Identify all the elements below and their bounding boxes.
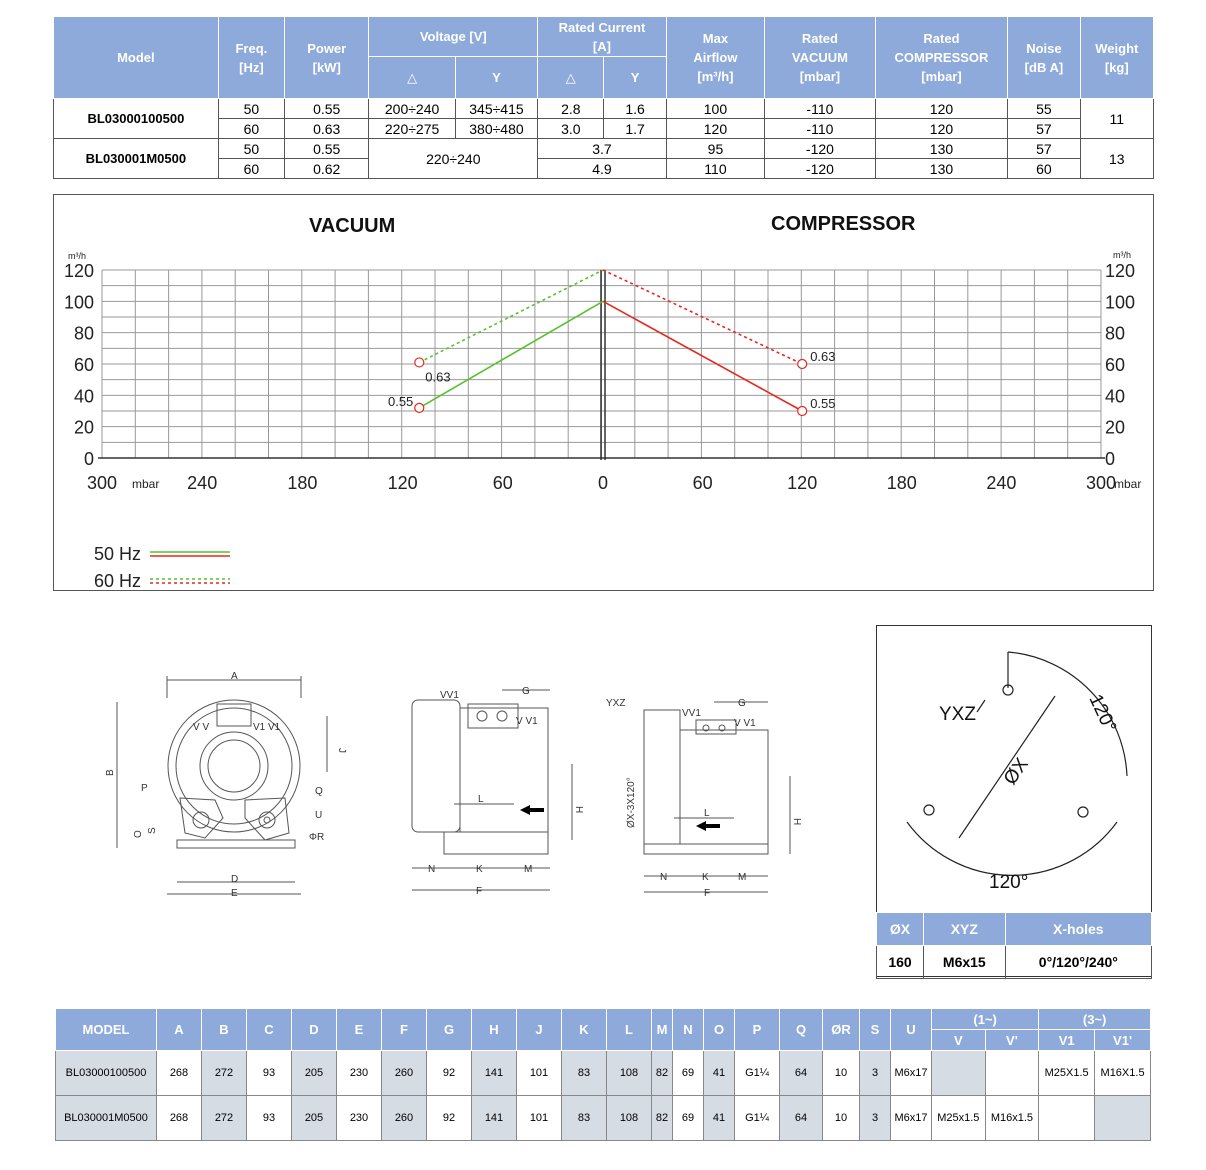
dim-label-l: L: [704, 808, 710, 819]
weight-cell: 11: [1080, 99, 1153, 139]
legend-label: 50 Hz: [94, 544, 142, 564]
dims-model-cell: BL03000100500: [56, 1051, 157, 1096]
series-power-label: 0.55: [387, 393, 414, 409]
series-endpoint-marker: [415, 403, 424, 412]
dims-thread-cell: M25x1.5: [932, 1096, 986, 1141]
dims-cell: 10: [823, 1051, 860, 1096]
dims-cell: 101: [517, 1096, 562, 1141]
voltage-star-cell: 380÷480: [455, 119, 537, 139]
dims-header: H: [472, 1009, 517, 1051]
dims-cell: 260: [382, 1051, 427, 1096]
dims-header: U: [891, 1009, 932, 1051]
dims-subheader: V: [932, 1030, 986, 1051]
model-name: BL03000100500: [54, 99, 219, 139]
y-tick-label-left: 40: [73, 386, 94, 407]
dims-cell: 101: [517, 1051, 562, 1096]
table-row: [54, 159, 1154, 179]
flange-angle-bottom: 120°: [989, 872, 1029, 893]
dims-cell: 3: [860, 1096, 891, 1141]
y-tick-label-right: 40: [1105, 386, 1126, 407]
header-model: Model: [54, 17, 219, 99]
dims-cell: 205: [292, 1096, 337, 1141]
dims-header: L: [607, 1009, 652, 1051]
dims-cell: 230: [337, 1096, 382, 1141]
flange-header-holes: X-holes: [1005, 913, 1151, 946]
flange-header-xyz: XYZ: [923, 913, 1005, 946]
dims-cell: 205: [292, 1051, 337, 1096]
y-tick-label-left: 20: [73, 417, 94, 438]
dims-cell: 83: [562, 1096, 607, 1141]
vacuum-cell: -110: [765, 119, 876, 139]
label-v1v1: V1 V1: [253, 722, 281, 733]
dims-header: MODEL: [56, 1009, 157, 1051]
dim-label-d: D: [231, 874, 239, 885]
header-weight: Weight [kg]: [1080, 17, 1153, 99]
dimensions-table: [55, 1008, 1151, 1141]
table-row: [54, 119, 1154, 139]
dims-header: C: [247, 1009, 292, 1051]
header-current: Rated Current [A]: [538, 17, 667, 57]
dims-header: M: [652, 1009, 673, 1051]
dims-header: S: [860, 1009, 891, 1051]
dim-label-e: E: [231, 888, 238, 899]
dim-label-l: L: [478, 794, 484, 805]
current-cell: 3.7: [538, 139, 667, 159]
y-axis-unit-right: m³/h: [1113, 250, 1131, 260]
x-tick-label-compressor: 180: [886, 473, 917, 493]
delta-symbol: △: [538, 57, 604, 99]
arc-bottom: [907, 822, 1117, 875]
header-compressor: Rated COMPRESSOR [mbar]: [875, 17, 1008, 99]
dims-group-header: (1~): [932, 1009, 1039, 1030]
dims-cell: 268: [157, 1051, 202, 1096]
dim-label-n: N: [428, 864, 436, 875]
dims-header: K: [562, 1009, 607, 1051]
power-cell: 0.55: [285, 139, 369, 159]
power-cell: 0.55: [285, 99, 369, 119]
dim-label-g: G: [522, 686, 530, 697]
freq-cell: 50: [218, 99, 284, 119]
dims-cell: 92: [427, 1096, 472, 1141]
dims-header: D: [292, 1009, 337, 1051]
label-vv1b: V V1: [516, 716, 538, 727]
y-tick-label-left: 60: [73, 355, 94, 375]
table-row: [54, 139, 1154, 159]
header-vacuum: Rated VACUUM [mbar]: [765, 17, 876, 99]
label-phix: ØX-3X120°: [626, 777, 637, 828]
freq-cell: 50: [218, 139, 284, 159]
dim-label-j: J: [336, 748, 347, 753]
dims-cell: 272: [202, 1051, 247, 1096]
y-tick-label-right: 100: [1105, 292, 1136, 313]
dims-cell: 93: [247, 1051, 292, 1096]
dim-label-k: K: [702, 872, 709, 883]
voltage-delta-cell: 200÷240: [369, 99, 455, 119]
compressor-cell: 120: [875, 99, 1008, 119]
dims-thread-cell: M16x1.5: [985, 1096, 1039, 1141]
y-tick-label-right: 120: [1105, 261, 1136, 281]
label-vv: V V: [193, 722, 210, 733]
series-power-label: 0.55: [810, 396, 836, 411]
dim-label-m: M: [524, 864, 533, 875]
dims-cell: 93: [247, 1096, 292, 1141]
current-cell: 4.9: [538, 159, 667, 179]
series-endpoint-marker: [798, 360, 807, 369]
star-symbol: Y: [604, 57, 666, 99]
series-power-label: 0.63: [425, 369, 451, 385]
compressor-cell: 130: [875, 159, 1008, 179]
vacuum-cell: -120: [765, 159, 876, 179]
flange-yxz-label: YXZ: [939, 704, 976, 725]
dims-cell: G1¼: [735, 1051, 780, 1096]
table-row: [56, 1096, 1151, 1141]
dims-cell: 41: [704, 1051, 735, 1096]
header-airflow: Max Airflow [m³/h]: [666, 17, 764, 99]
spec-table: [53, 16, 1154, 179]
dims-cell: M6x17: [891, 1096, 932, 1141]
flange-angle-top: 120°: [1084, 691, 1121, 736]
dims-thread-cell: [1039, 1096, 1095, 1141]
flange-phix-label: ØX: [999, 754, 1033, 789]
label-yxz: YXZ: [606, 698, 626, 709]
vacuum-cell: -120: [765, 139, 876, 159]
dims-cell: 10: [823, 1096, 860, 1141]
y-tick-label-left: 0: [83, 449, 94, 469]
header-voltage: Voltage [V]: [369, 17, 538, 57]
label-s: S: [147, 827, 158, 834]
dims-subheader: V1: [1039, 1030, 1095, 1051]
dims-cell: 260: [382, 1096, 427, 1141]
dims-header: G: [427, 1009, 472, 1051]
dims-cell: 272: [202, 1096, 247, 1141]
noise-cell: 57: [1008, 119, 1080, 139]
voltage-delta-cell: 220÷275: [369, 119, 455, 139]
side-view-flange-drawing: [604, 688, 804, 900]
dims-cell: 82: [652, 1096, 673, 1141]
airflow-cell: 120: [666, 119, 764, 139]
flange-value-holes: 0°/120°/240°: [1005, 946, 1151, 979]
dims-header: A: [157, 1009, 202, 1051]
dim-label-h: H: [791, 818, 802, 826]
table-row: [56, 1051, 1151, 1096]
compressor-cell: 120: [875, 119, 1008, 139]
dims-thread-cell: M16X1.5: [1095, 1051, 1151, 1096]
dims-thread-cell: [1095, 1096, 1151, 1141]
compressor-cell: 130: [875, 139, 1008, 159]
noise-cell: 57: [1008, 139, 1080, 159]
x-tick-label-vacuum: 300: [86, 473, 118, 493]
table-row: [54, 99, 1154, 119]
dims-header: P: [735, 1009, 780, 1051]
chart-title-vacuum: VACUUM: [309, 215, 396, 237]
dims-group-header: (3~): [1039, 1009, 1151, 1030]
dims-cell: 69: [673, 1051, 704, 1096]
dims-cell: M6x17: [891, 1051, 932, 1096]
label-o: O: [133, 830, 144, 838]
x-tick-label-compressor: 300: [1085, 473, 1117, 493]
dims-cell: 83: [562, 1051, 607, 1096]
label-vv1: VV1: [440, 690, 459, 701]
power-cell: 0.62: [285, 159, 369, 179]
label-p: P: [141, 783, 148, 794]
x-tick-label-compressor: 120: [787, 473, 818, 493]
side-view-drawing: [404, 680, 584, 900]
label-r: ΦR: [309, 832, 325, 843]
dim-label-b: B: [105, 769, 116, 776]
dims-cell: 108: [607, 1051, 652, 1096]
x-tick-label-vacuum: 180: [287, 473, 318, 493]
dims-header: F: [382, 1009, 427, 1051]
x-axis-unit-vacuum: mbar: [132, 477, 160, 491]
dims-header: O: [704, 1009, 735, 1051]
y-tick-label-right: 0: [1105, 449, 1116, 469]
x-tick-label-compressor: 240: [986, 473, 1017, 493]
y-tick-label-right: 80: [1105, 323, 1126, 344]
dims-header: Q: [780, 1009, 823, 1051]
label-q: Q: [315, 786, 323, 797]
dims-subheader: V': [985, 1030, 1039, 1051]
x-axis-unit-compressor: mbar: [1114, 477, 1142, 491]
freq-cell: 60: [218, 119, 284, 139]
header-freq: Freq. [Hz]: [218, 17, 284, 99]
y-tick-label-left: 80: [73, 323, 94, 344]
dims-header: E: [337, 1009, 382, 1051]
dims-header: N: [673, 1009, 704, 1051]
dim-label-m: M: [738, 872, 747, 883]
dims-thread-cell: [985, 1051, 1039, 1096]
voltage-cell: 220÷240: [369, 139, 538, 179]
dims-cell: G1¼: [735, 1096, 780, 1141]
airflow-cell: 95: [666, 139, 764, 159]
performance-chart: [53, 194, 1154, 591]
header-power: Power [kW]: [285, 17, 369, 99]
dims-header: ØR: [823, 1009, 860, 1051]
chart-title-compressor: COMPRESSOR: [771, 213, 916, 235]
series-endpoint-marker: [798, 407, 807, 416]
x-tick-label-vacuum: 0: [597, 473, 609, 493]
y-tick-label-left: 120: [63, 261, 94, 281]
star-symbol: Y: [455, 57, 537, 99]
dims-cell: 82: [652, 1051, 673, 1096]
noise-cell: 55: [1008, 99, 1080, 119]
power-cell: 0.63: [285, 119, 369, 139]
voltage-star-cell: 345÷415: [455, 99, 537, 119]
current-delta-cell: 2.8: [538, 99, 604, 119]
front-view-drawing: [105, 668, 345, 908]
series-endpoint-marker: [415, 358, 424, 367]
x-tick-label-vacuum: 120: [387, 473, 418, 493]
dim-label-n: N: [660, 872, 668, 883]
dims-cell: 141: [472, 1096, 517, 1141]
airflow-cell: 110: [666, 159, 764, 179]
dims-cell: 64: [780, 1096, 823, 1141]
legend-label: 60 Hz: [94, 571, 142, 591]
dims-subheader: V1': [1095, 1030, 1151, 1051]
dims-cell: 108: [607, 1096, 652, 1141]
airflow-cell: 100: [666, 99, 764, 119]
flange-value-xyz: M6x15: [923, 946, 1005, 979]
y-tick-label-right: 60: [1105, 355, 1126, 375]
current-delta-cell: 3.0: [538, 119, 604, 139]
delta-symbol: △: [369, 57, 455, 99]
dim-label-k: K: [476, 864, 483, 875]
dims-model-cell: BL030001M0500: [56, 1096, 157, 1141]
dims-cell: 69: [673, 1096, 704, 1141]
dims-thread-cell: M25X1.5: [1039, 1051, 1095, 1096]
dims-cell: 92: [427, 1051, 472, 1096]
current-star-cell: 1.7: [604, 119, 666, 139]
dim-label-f: F: [476, 886, 483, 897]
dims-cell: 3: [860, 1051, 891, 1096]
dims-cell: 141: [472, 1051, 517, 1096]
dims-cell: 64: [780, 1051, 823, 1096]
model-name: BL030001M0500: [54, 139, 219, 179]
dim-label-a: A: [231, 671, 238, 682]
y-axis-unit-left: m³/h: [68, 251, 86, 261]
dims-thread-cell: [932, 1051, 986, 1096]
flange-value-x: 160: [877, 946, 924, 979]
dims-header: J: [517, 1009, 562, 1051]
freq-cell: 60: [218, 159, 284, 179]
vacuum-cell: -110: [765, 99, 876, 119]
series-power-label: 0.63: [810, 349, 836, 364]
header-noise: Noise [dB A]: [1008, 17, 1080, 99]
flange-drawing: [877, 626, 1151, 912]
label-u: U: [315, 810, 323, 821]
x-tick-label-vacuum: 240: [187, 473, 218, 493]
y-tick-label-right: 20: [1105, 417, 1126, 438]
dims-cell: 268: [157, 1096, 202, 1141]
weight-cell: 13: [1080, 139, 1153, 179]
current-star-cell: 1.6: [604, 99, 666, 119]
x-tick-label-vacuum: 60: [492, 473, 513, 493]
dim-label-g: G: [738, 698, 746, 709]
noise-cell: 60: [1008, 159, 1080, 179]
dims-header: B: [202, 1009, 247, 1051]
label-vv1: VV1: [682, 708, 701, 719]
label-vv1b: V V1: [734, 718, 756, 729]
dims-cell: 230: [337, 1051, 382, 1096]
x-tick-label-compressor: 60: [692, 473, 713, 493]
flange-header-x: ØX: [877, 913, 924, 946]
dims-cell: 41: [704, 1096, 735, 1141]
chart-canvas: [54, 195, 1153, 590]
dim-label-h: H: [573, 806, 584, 814]
flange-table: [876, 912, 1152, 979]
y-tick-label-left: 100: [63, 292, 94, 313]
dim-label-f: F: [704, 888, 711, 899]
